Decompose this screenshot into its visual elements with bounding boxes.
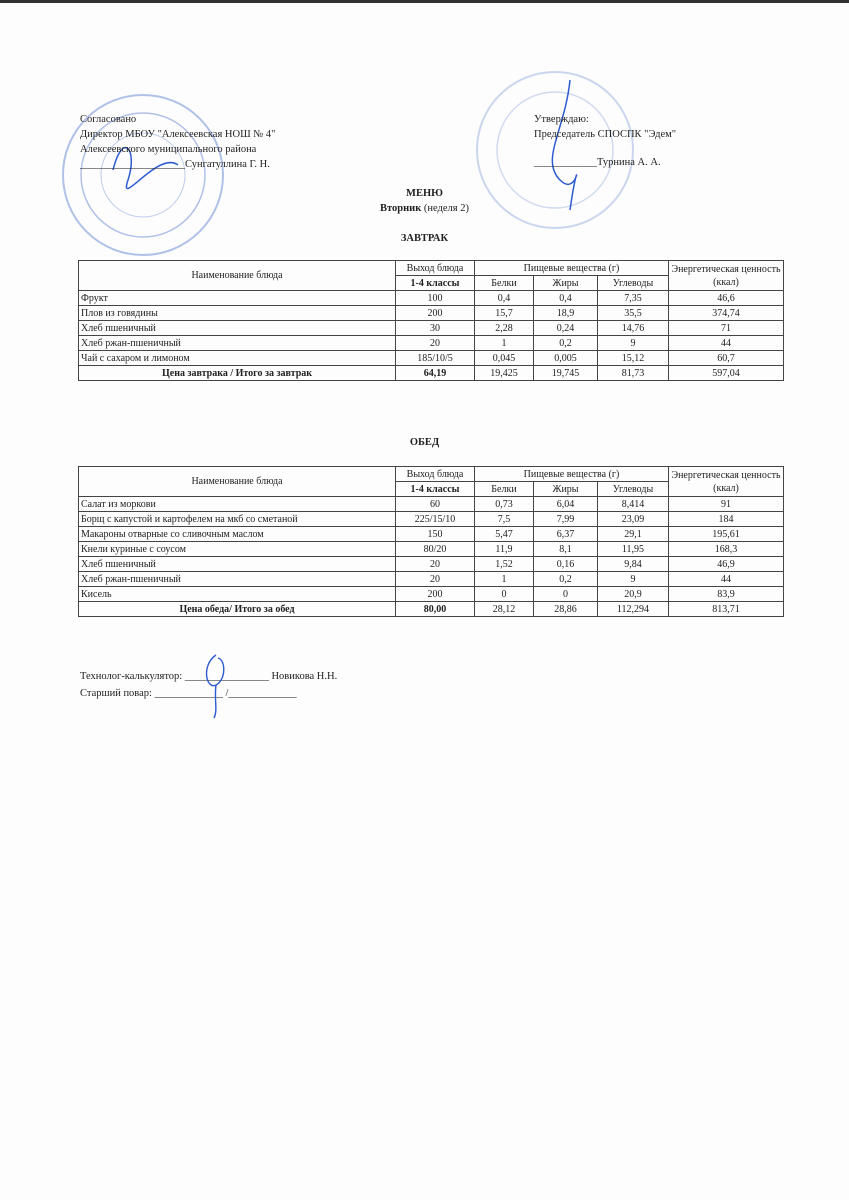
cell-dish-yield: 20 [396,336,475,351]
cell-dish-name: Салат из моркови [79,497,396,512]
total-dish-name: Цена завтрака / Итого за завтрак [79,366,396,381]
cell-carbs: 15,12 [598,351,669,366]
col-yield-sub: 1-4 классы [396,482,475,497]
director-title: Директор МБОУ "Алексеевская НОШ № 4" [80,129,276,140]
header-row [79,467,784,482]
col-carbs: Углеводы [598,276,669,291]
signature-line: ____________ [534,157,597,168]
total-row [79,602,784,617]
handwritten-signature [196,650,236,720]
table-row [79,512,784,527]
cell-fats: 6,04 [534,497,598,512]
cell-carbs: 9 [598,572,669,587]
cell-fats: 0,005 [534,351,598,366]
cell-energy: 44 [669,572,784,587]
total-carbs: 81,73 [598,366,669,381]
lunch-heading: ОБЕД [409,437,440,448]
cell-fats: 18,9 [534,306,598,321]
cell-dish-name: Плов из говядины [79,306,396,321]
col-carbs: Углеводы [598,482,669,497]
cell-fats: 7,99 [534,512,598,527]
col-nutrients: Пищевые вещества (г) [475,467,669,482]
cell-dish-name: Чай с сахаром и лимоном [79,351,396,366]
cell-proteins: 1,52 [475,557,534,572]
cell-dish-name: Хлеб ржан-пшеничный [79,336,396,351]
cell-carbs: 23,09 [598,512,669,527]
table-row [79,557,784,572]
total-fats: 19,745 [534,366,598,381]
cell-fats: 0,16 [534,557,598,572]
approve-label: Утверждаю: [534,114,589,125]
cell-fats: 0,2 [534,572,598,587]
cell-fats: 0,2 [534,336,598,351]
cell-proteins: 0,4 [475,291,534,306]
cell-dish-yield: 20 [396,572,475,587]
cell-proteins: 2,28 [475,321,534,336]
total-energy: 813,71 [669,602,784,617]
cell-carbs: 9,84 [598,557,669,572]
cell-dish-name: Хлеб ржан-пшеничный [79,572,396,587]
district-label: Алексеевского муниципального района [80,144,257,155]
cell-carbs: 35,5 [598,306,669,321]
cell-dish-yield: 20 [396,557,475,572]
col-fats: Жиры [534,276,598,291]
col-proteins: Белки [475,276,534,291]
cell-energy: 184 [669,512,784,527]
cell-dish-yield: 225/15/10 [396,512,475,527]
cell-energy: 71 [669,321,784,336]
approval-right [534,112,676,142]
col-yield: Выход блюда [396,261,475,276]
cell-proteins: 1 [475,572,534,587]
table-row [79,321,784,336]
cell-proteins: 1 [475,336,534,351]
cell-energy: 195,61 [669,527,784,542]
total-dish-yield: 80,00 [396,602,475,617]
total-row [79,366,784,381]
table-row [79,351,784,366]
chairman-title: Председатель СПОСПК "Эдем" [534,129,677,140]
total-carbs: 112,294 [598,602,669,617]
cell-dish-name: Борщ с капустой и картофелем на мкб со сметаной [79,512,396,527]
total-proteins: 19,425 [475,366,534,381]
cell-dish-yield: 150 [396,527,475,542]
cell-dish-name: Макароны отварные со сливочным маслом [79,527,396,542]
cell-energy: 60,7 [669,351,784,366]
col-energy: Энергетическая ценность (ккал) [669,467,784,497]
cell-carbs: 7,35 [598,291,669,306]
cell-fats: 0 [534,587,598,602]
table-row [79,587,784,602]
signer-name: Сунгатуллина Г. Н. [185,159,270,170]
cell-proteins: 11,9 [475,542,534,557]
total-fats: 28,86 [534,602,598,617]
col-yield: Выход блюда [396,467,475,482]
cell-energy: 168,3 [669,542,784,557]
total-dish-yield: 64,19 [396,366,475,381]
cell-energy: 44 [669,336,784,351]
cell-dish-yield: 200 [396,587,475,602]
cell-proteins: 0,045 [475,351,534,366]
cell-dish-yield: 100 [396,291,475,306]
cell-dish-yield: 200 [396,306,475,321]
cell-energy: 46,9 [669,557,784,572]
signature-line: ____________________ [80,159,185,170]
cell-energy: 91 [669,497,784,512]
cell-carbs: 29,1 [598,527,669,542]
breakfast-table [78,260,784,381]
cell-proteins: 15,7 [475,306,534,321]
table-row [79,527,784,542]
cell-dish-name: Хлеб пшеничный [79,557,396,572]
cell-carbs: 8,414 [598,497,669,512]
cell-energy: 46,6 [669,291,784,306]
scan-edge [0,0,849,3]
table-row [79,291,784,306]
cell-proteins: 0,73 [475,497,534,512]
cell-energy: 83,9 [669,587,784,602]
cell-fats: 8,1 [534,542,598,557]
agreed-label: Согласовано [80,114,137,125]
cell-dish-yield: 185/10/5 [396,351,475,366]
table-row [79,497,784,512]
cell-carbs: 9 [598,336,669,351]
signer-name: Турнина А. А. [597,157,661,168]
cell-fats: 0,24 [534,321,598,336]
header-row [79,261,784,276]
cell-fats: 0,4 [534,291,598,306]
cell-energy: 374,74 [669,306,784,321]
col-name: Наименование блюда [79,467,396,497]
total-energy: 597,04 [669,366,784,381]
col-energy: Энергетическая ценность (ккал) [669,261,784,291]
cell-dish-name: Хлеб пшеничный [79,321,396,336]
technologist-name: Новикова Н.Н. [268,671,338,682]
col-fats: Жиры [534,482,598,497]
footer-signatures: Технолог-калькулятор: ________________ Новикова Н.Н. Старший повар: _____________ /_____________ [80,671,338,699]
col-yield-sub: 1-4 классы [396,276,475,291]
menu-title: МЕНЮ [406,188,443,199]
breakfast-heading: ЗАВТРАК [400,233,449,244]
table-row [79,542,784,557]
total-dish-name: Цена обеда/ Итого за обед [79,602,396,617]
lunch-table [78,466,784,617]
total-proteins: 28,12 [475,602,534,617]
cell-dish-name: Фрукт [79,291,396,306]
cell-dish-name: Кисель [79,587,396,602]
table-row [79,572,784,587]
col-name: Наименование блюда [79,261,396,291]
cell-proteins: 7,5 [475,512,534,527]
cell-carbs: 14,76 [598,321,669,336]
cell-dish-yield: 60 [396,497,475,512]
menu-day: Вторник (неделя 2) [380,203,469,214]
table-row [79,306,784,321]
cell-carbs: 11,95 [598,542,669,557]
col-nutrients: Пищевые вещества (г) [475,261,669,276]
cell-proteins: 5,47 [475,527,534,542]
approval-left [80,112,275,172]
cell-dish-yield: 30 [396,321,475,336]
table-row [79,336,784,351]
cell-fats: 6,37 [534,527,598,542]
cell-dish-name: Кнели куриные с соусом [79,542,396,557]
cell-proteins: 0 [475,587,534,602]
cell-dish-yield: 80/20 [396,542,475,557]
col-proteins: Белки [475,482,534,497]
cell-carbs: 20,9 [598,587,669,602]
